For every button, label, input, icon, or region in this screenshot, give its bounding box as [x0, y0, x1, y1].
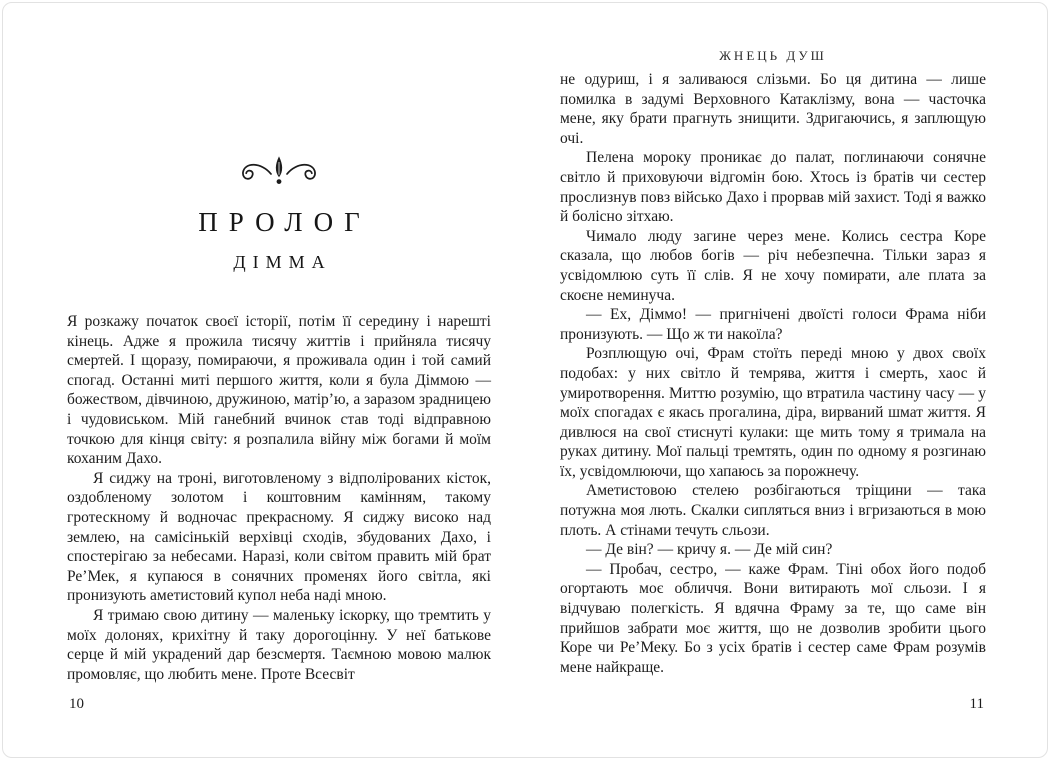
page-number-left: 10	[69, 696, 84, 712]
chapter-ornament-icon	[231, 152, 327, 193]
paragraph: Я тримаю свою дитину — маленьку іскорку, що тремтить у моїх долонях, крихітну й таку дорогоцінну. У неї батькове серце й мій украдений дар безсмертя. Таємною мовою малюк промовляє, що любить мене. Проте Всесвіт	[67, 606, 491, 683]
running-header: ЖНЕЦЬ ДУШ	[719, 48, 827, 63]
right-page-text	[560, 70, 986, 677]
paragraph: Я сиджу на троні, виготовленому з відполірованих кісток, оздобленому золотом і коштовним камінням, такому гротескному й водночас прекрасному. Я сиджу високо над землею, на самісінькій верхівці сходів, збудованих Дахо, і спостерігаю за небесами. Наразі, коли світом править мій брат Ре’Мек, я купаюся в сонячних променях його світла, які пронизують аметистовий купол неба наді мною.	[67, 469, 491, 605]
chapter-head	[67, 152, 491, 273]
paragraph: Чимало люду загине через мене. Колись сестра Коре сказала, що любов богів — річ небезпечна. Тільки зараз я усвідомлюю суть її слів. Я не хочу помирати, але плата за скоєне неминуча.	[560, 227, 986, 304]
paragraph: — Де він? — кричу я. — Де мій син?	[586, 541, 833, 559]
paragraph: — Ех, Діммо! — пригнічені двоїсті голоси Фрама ніби пронизують. — Що ж ти накоїла?	[560, 306, 986, 343]
chapter-subtitle: ДІММА	[233, 252, 332, 272]
page-number-right: 11	[969, 696, 984, 712]
left-page-text	[67, 312, 491, 684]
paragraph: Розплющую очі, Фрам стоїть переді мною у двох своїх подобах: у них світло й темрява, життя і смерть, хаос й умиротворення. Миттю розумію, що втратила частину часу — у моїх спогадах є якась прогалина, діра, вирваний шмат життя. Я дивлюся на свої стиснуті кулаки: ще мить тому я тримала на руках дитину. Мої пальці тремтять, один по одному я розгинаю їх, усвідомлюючи, що хапаюсь за порожнечу.	[560, 345, 986, 480]
left-page	[67, 0, 491, 760]
paragraph: Пелена мороку проникає до палат, поглинаючи сонячне світло й приховуючи відгомін бою. Хтось із братів чи сестер прослизнув повз військо Дахо і прорвав мій захист. Тоді я важко й болісно зітхаю.	[560, 149, 986, 226]
right-page	[560, 0, 986, 760]
paragraph: Я розкажу початок своєї історії, потім її середину і нарешті кінець. Адже я прожила тисячу життів і прийняла тисячу смертей. І щоразу, помираючи, я проживала один і той самий спогад. Останні миті першого життя, коли я була Діммою — божеством, дівчиною, дружиною, матір’ю, а заразом зрадницею і чудовиськом. Мій ганебний вчинок став тоді відправною точкою для кінця світу: я розпалила війну між богами й моїм коханим Дахо.	[67, 313, 491, 468]
chapter-title: ПРОЛОГ	[198, 207, 371, 237]
paragraph: Аметистовою стелею розбігаються тріщини — така потужна моя лють. Скалки сипляться вниз і вгризаються в мою плоть. А стінами течуть сльози.	[560, 482, 986, 539]
paragraph: — Пробач, сестро, — каже Фрам. Тіні обох його подоб огортають моє обличчя. Вони витирають мої сльози. І я відчуваю полегкість. Я вдячна Фраму за те, що саме він прийшов забрати моє життя, що не дозволив зробити цього Коре чи Ре’Меку. Бо з усіх братів і сестер саме Фрам розумів мене найкраще.	[560, 560, 986, 676]
paragraph: не одуриш, і я заливаюся слізьми. Бо ця дитина — лише помилка в задумі Верховного Катаклізму, вона — часточка мене, яку брати прагнуть знищити. Здригаючись, я заплющую очі.	[560, 71, 986, 147]
